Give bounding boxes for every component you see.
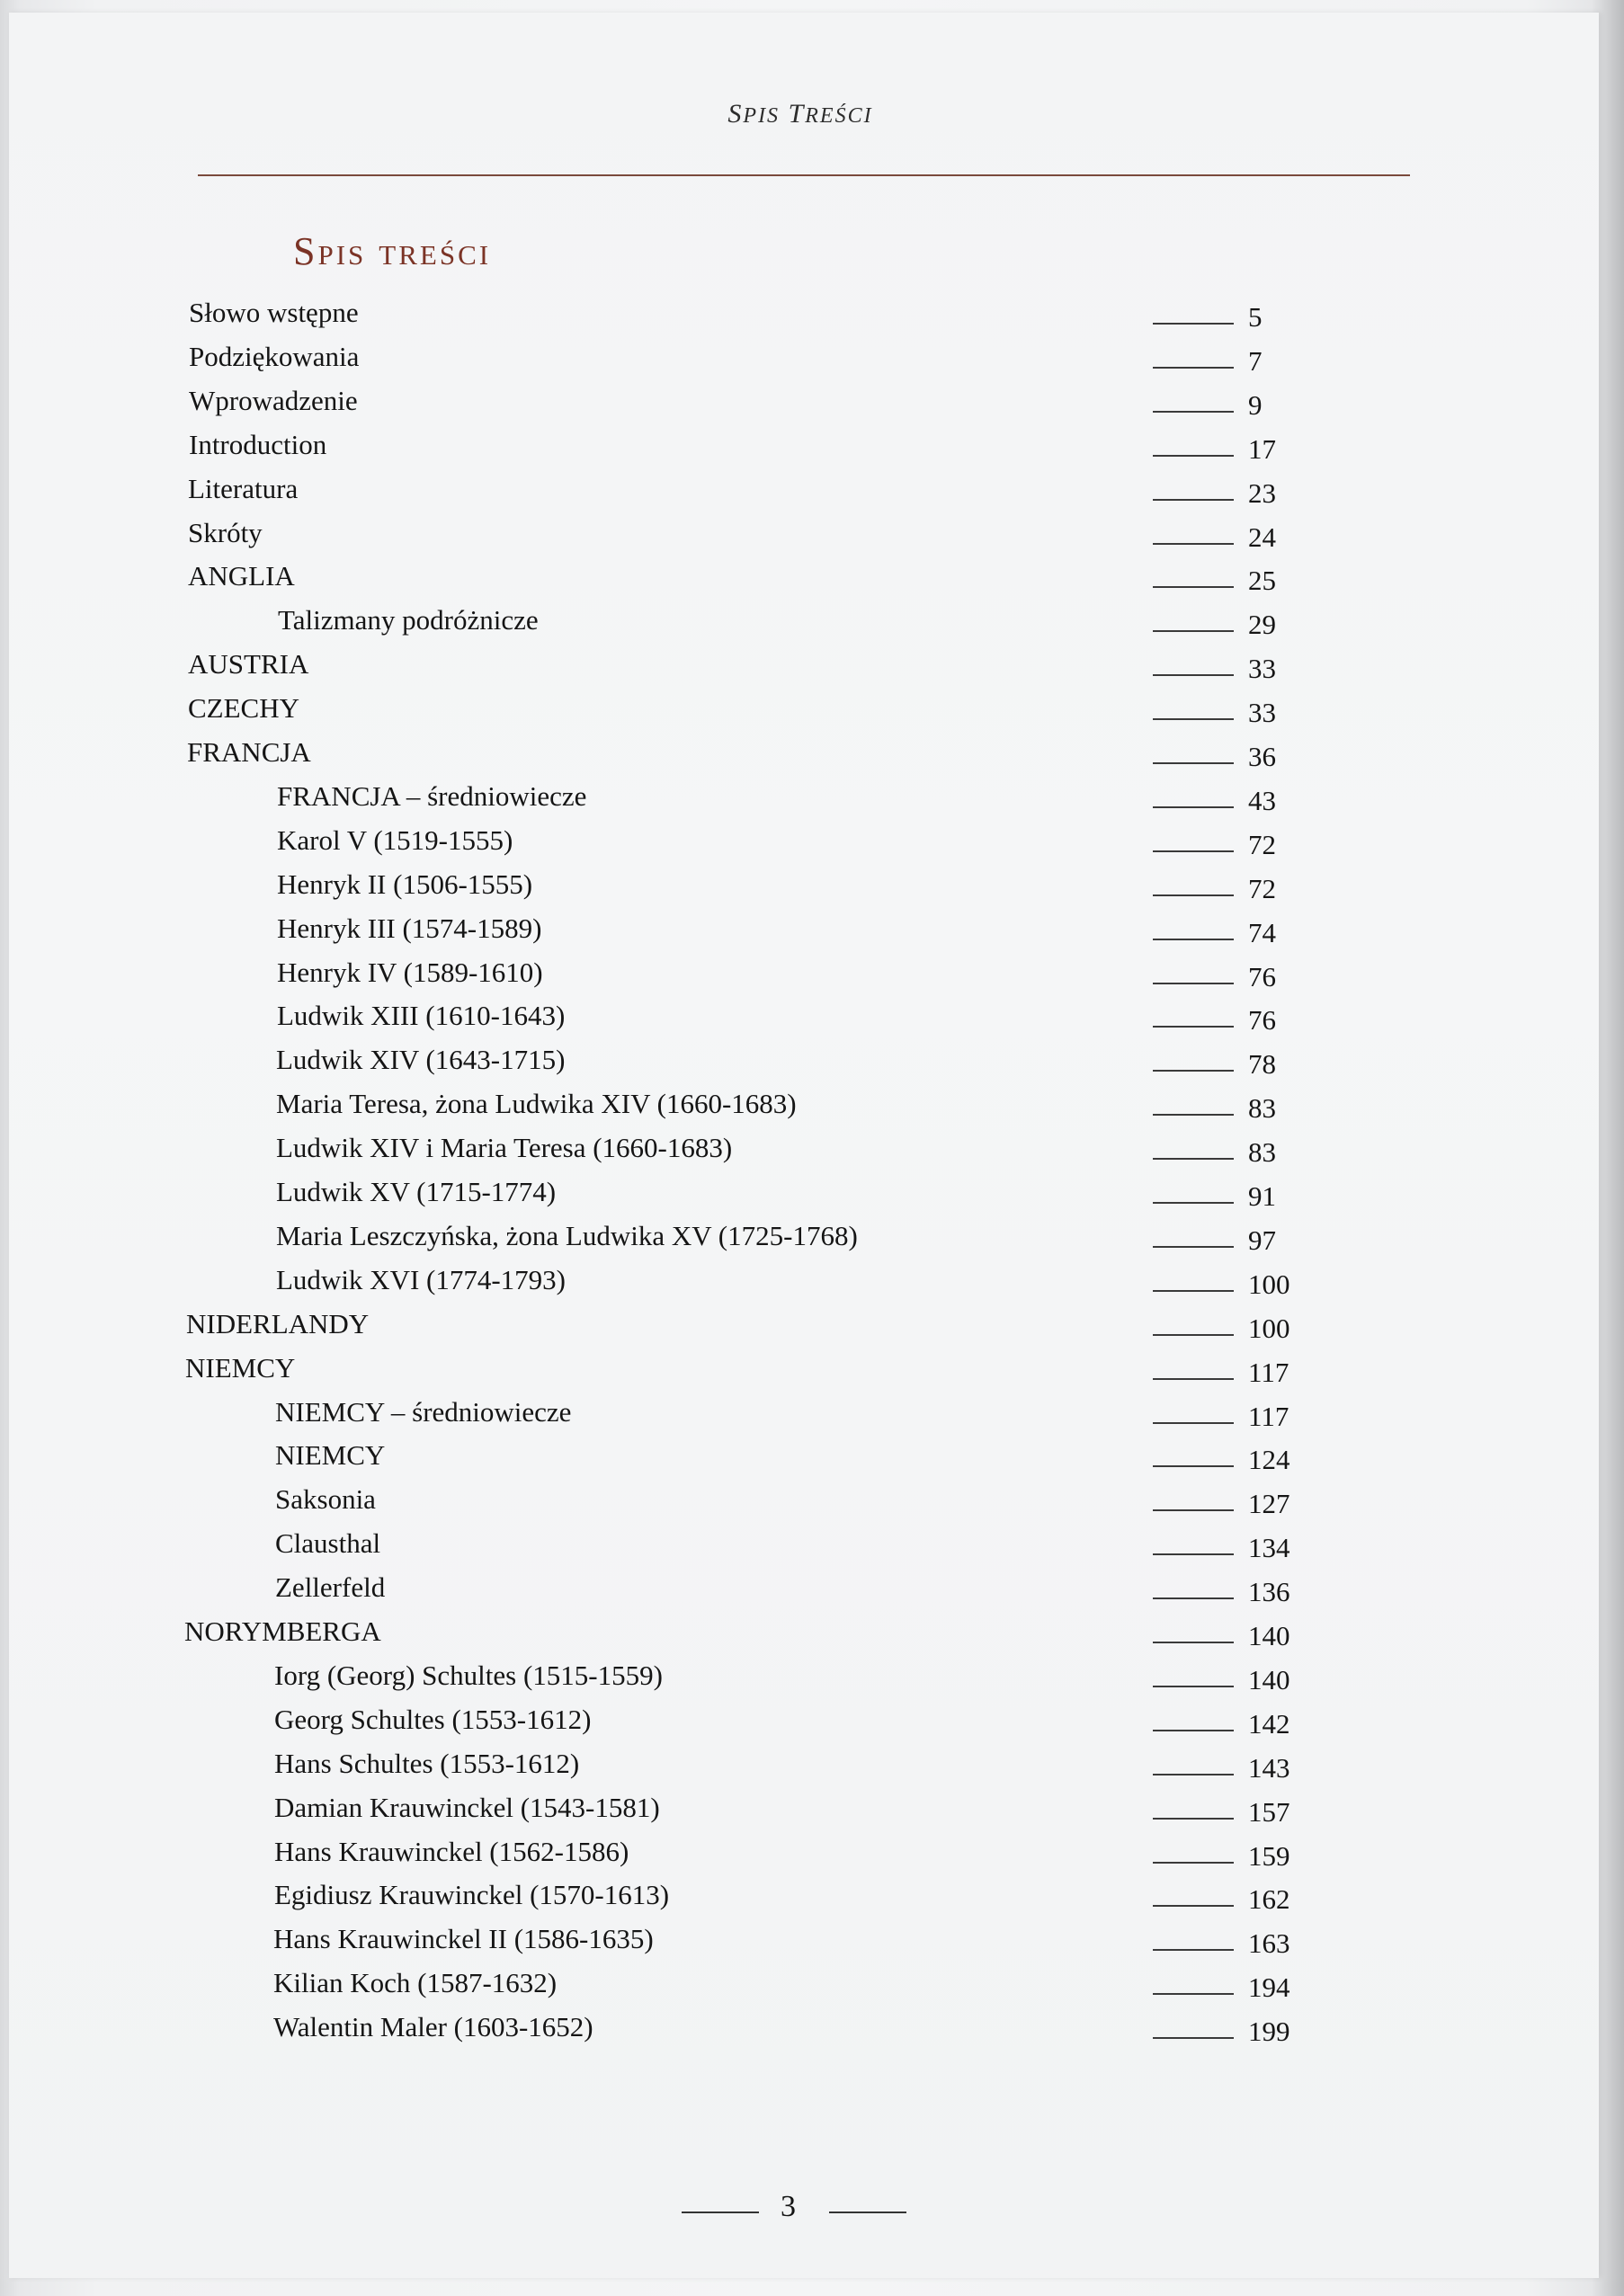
toc-leader-dash <box>1153 1246 1234 1248</box>
toc-entry-title: AUSTRIA <box>188 648 309 681</box>
toc-entry-title: Henryk III (1574-1589) <box>277 912 542 944</box>
toc-entry-page-number: 163 <box>1248 1927 1290 1960</box>
toc-entry-title: NIEMCY – średniowiecze <box>275 1395 572 1428</box>
toc-entry-page-number: 76 <box>1248 1004 1276 1037</box>
toc-leader-dash <box>1153 1597 1234 1599</box>
folio-left-dash <box>682 2211 759 2213</box>
toc-entry-page-number: 140 <box>1248 1620 1290 1651</box>
toc-entry-page-number: 23 <box>1248 476 1276 509</box>
toc-entry-page-number: 100 <box>1248 1312 1290 1344</box>
toc-leader-dash <box>1153 1290 1234 1292</box>
toc-leader-dash <box>1153 1114 1234 1116</box>
toc-entry-title: Egidiusz Krauwinckel (1570-1613) <box>274 1879 670 1911</box>
toc-entry-title: NIDERLANDY <box>186 1307 370 1339</box>
toc-entry-title: Literatura <box>188 472 299 504</box>
toc-entry-page-number: 25 <box>1248 565 1276 597</box>
toc-entry-page-number: 5 <box>1248 301 1263 333</box>
running-head <box>9 99 1592 129</box>
toc-leader-dash <box>1153 2037 1234 2039</box>
toc-leader-dash <box>1153 850 1234 852</box>
toc-entry-title: Hans Krauwinckel (1562-1586) <box>274 1835 629 1867</box>
running-head-rest-1: PIS <box>743 104 781 128</box>
toc-entry <box>9 1919 1592 1959</box>
toc-entry-page-number: 33 <box>1248 653 1276 685</box>
toc-leader-dash <box>1153 1730 1234 1731</box>
toc-entry-title: NORYMBERGA <box>184 1615 381 1647</box>
toc-leader-dash <box>1153 367 1234 369</box>
toc-entry-title: Hans Schultes (1553-1612) <box>274 1747 580 1779</box>
toc-entry <box>9 1128 1592 1168</box>
toc-entry <box>9 1084 1592 1124</box>
toc-leader-dash <box>1153 1774 1234 1775</box>
toc-entry-page-number: 134 <box>1248 1532 1290 1564</box>
toc-leader-dash <box>1153 1905 1234 1907</box>
toc-entry-page-number: 157 <box>1248 1795 1290 1828</box>
toc-entry <box>9 689 1592 728</box>
toc-leader-dash <box>1153 1993 1234 1995</box>
toc-leader-dash <box>1153 1334 1234 1336</box>
toc-leader-dash <box>1153 543 1234 545</box>
toc-entry-title: Maria Leszczyńska, żona Ludwika XV (1725-1768) <box>276 1219 858 1251</box>
toc-leader-dash <box>1153 1202 1234 1204</box>
toc-leader-dash <box>1153 499 1234 501</box>
toc-entry-title: FRANCJA – średniowiecze <box>277 779 587 812</box>
toc-entry-page-number: 136 <box>1248 1576 1290 1608</box>
toc-entry-title: Talizmany podróżnicze <box>278 604 539 636</box>
running-head-initial-1: S <box>727 99 744 129</box>
toc-entry-page-number: 7 <box>1248 344 1263 377</box>
toc-entry <box>9 1612 1592 1651</box>
toc-entry <box>9 821 1592 860</box>
header-rule <box>198 174 1410 176</box>
toc-entry <box>9 1700 1592 1740</box>
toc-entry-title: FRANCJA <box>187 736 311 768</box>
toc-entry-title: Saksonia <box>275 1483 376 1516</box>
toc-entry-page-number: 83 <box>1248 1092 1276 1125</box>
toc-entry <box>9 337 1592 377</box>
toc-entry <box>9 1656 1592 1695</box>
toc-entry-page-number: 17 <box>1248 432 1276 465</box>
toc-leader-dash <box>1153 323 1234 325</box>
toc-entry-title: Walentin Maler (1603-1652) <box>273 2011 593 2043</box>
toc-entry-title: Skróty <box>188 516 263 548</box>
toc-entry <box>9 1875 1592 1915</box>
toc-entry-title: CZECHY <box>188 692 299 725</box>
toc-entry-page-number: 76 <box>1248 960 1276 992</box>
page-number: 3 <box>781 2190 796 2223</box>
toc-entry <box>9 1480 1592 1519</box>
toc-entry-page-number: 29 <box>1248 609 1276 641</box>
toc-entry-title: NIEMCY <box>275 1439 386 1472</box>
toc-entry <box>9 293 1592 333</box>
toc-entry-title: Georg Schultes (1553-1612) <box>274 1703 592 1735</box>
toc-entry-title: Maria Teresa, żona Ludwika XIV (1660-1683) <box>276 1088 797 1120</box>
toc-leader-dash <box>1153 1465 1234 1467</box>
toc-entry <box>9 1172 1592 1212</box>
toc-leader-dash <box>1153 894 1234 896</box>
page-folio <box>9 2190 1592 2229</box>
toc-leader-dash <box>1153 1070 1234 1072</box>
toc-entry-page-number: 142 <box>1248 1707 1290 1740</box>
toc-leader-dash <box>1153 455 1234 457</box>
toc-leader-dash <box>1153 718 1234 720</box>
running-head-initial-2: T <box>788 99 806 129</box>
toc-entry <box>9 601 1592 640</box>
toc-entry <box>9 1524 1592 1563</box>
toc-entry-page-number: 100 <box>1248 1268 1290 1300</box>
toc-leader-dash <box>1153 630 1234 632</box>
toc-entry-title: Karol V (1519-1555) <box>277 823 513 856</box>
toc-entry <box>9 1568 1592 1607</box>
toc-entry <box>9 996 1592 1036</box>
book-page <box>9 13 1599 2278</box>
toc-entry-page-number: 97 <box>1248 1224 1276 1256</box>
toc-entry-page-number: 117 <box>1248 1400 1289 1432</box>
toc-entry <box>9 909 1592 948</box>
toc-leader-dash <box>1153 1862 1234 1864</box>
toc-entry-title: Podziękowania <box>189 340 360 372</box>
toc-entry-page-number: 127 <box>1248 1488 1290 1520</box>
toc-entry-title: Introduction <box>189 428 327 460</box>
toc-entry <box>9 953 1592 992</box>
toc-entry-title: Kilian Koch (1587-1632) <box>273 1967 558 1999</box>
toc-entry-title: Ludwik XIII (1610-1643) <box>277 1000 566 1032</box>
toc-entry <box>9 645 1592 684</box>
toc-entry-page-number: 72 <box>1248 872 1276 904</box>
toc-entry-page-number: 83 <box>1248 1136 1276 1169</box>
toc-entry <box>9 513 1592 553</box>
toc-entry-title: Clausthal <box>275 1527 381 1560</box>
toc-entry-title: Ludwik XVI (1774-1793) <box>276 1263 567 1295</box>
toc-leader-dash <box>1153 806 1234 808</box>
toc-leader-dash <box>1153 586 1234 588</box>
toc-entry <box>9 556 1592 596</box>
toc-entry-title: Damian Krauwinckel (1543-1581) <box>274 1791 660 1823</box>
toc-entry <box>9 1832 1592 1872</box>
toc-entry-page-number: 43 <box>1248 784 1276 816</box>
toc-entry <box>9 381 1592 421</box>
toc-entry <box>9 865 1592 904</box>
toc-leader-dash <box>1153 1818 1234 1820</box>
toc-entry-title: Słowo wstępne <box>189 297 359 328</box>
toc-entry-title: Ludwik XIV i Maria Teresa (1660-1683) <box>276 1132 733 1164</box>
toc-entry-page-number: 162 <box>1248 1883 1290 1916</box>
folio-right-dash <box>829 2211 906 2213</box>
toc-leader-dash <box>1153 411 1234 413</box>
toc-entry <box>9 425 1592 465</box>
toc-entry-page-number: 140 <box>1248 1663 1290 1695</box>
toc-entry-title: ANGLIA <box>188 560 295 592</box>
toc-entry <box>9 1260 1592 1300</box>
toc-entry-page-number: 159 <box>1248 1839 1290 1872</box>
toc-entry-title: Zellerfeld <box>275 1571 386 1604</box>
toc-entry-title: NIEMCY <box>185 1351 296 1384</box>
toc-entry-page-number: 33 <box>1248 697 1276 729</box>
toc-entry-title: Hans Krauwinckel II (1586-1635) <box>273 1923 654 1955</box>
toc-entry-title: Henryk IV (1589-1610) <box>277 956 543 988</box>
toc-entry <box>9 1348 1592 1388</box>
toc-entry-page-number: 117 <box>1248 1356 1289 1388</box>
toc-entry <box>9 1436 1592 1475</box>
toc-entry-title: Ludwik XIV (1643-1715) <box>276 1044 566 1076</box>
toc-leader-dash <box>1153 1378 1234 1380</box>
toc-entry-page-number: 91 <box>1248 1180 1276 1212</box>
toc-entry-page-number: 36 <box>1248 741 1276 772</box>
toc-entry-title: Wprowadzenie <box>189 384 358 416</box>
toc-entry <box>9 1744 1592 1784</box>
toc-leader-dash <box>1153 1026 1234 1028</box>
toc-leader-dash <box>1153 1509 1234 1511</box>
toc-leader-dash <box>1153 983 1234 984</box>
toc-entry <box>9 733 1592 772</box>
toc-entry-title: Henryk II (1506-1555) <box>277 868 533 900</box>
toc-leader-dash <box>1153 939 1234 940</box>
toc-entry-page-number: 194 <box>1248 1971 1290 2004</box>
toc-entry <box>9 1040 1592 1080</box>
toc-entry-page-number: 24 <box>1248 521 1276 553</box>
toc-entry <box>9 1304 1592 1344</box>
toc-entry <box>9 1393 1592 1432</box>
toc-entry-page-number: 124 <box>1248 1444 1290 1476</box>
toc-leader-dash <box>1153 1553 1234 1555</box>
toc-entry-page-number: 199 <box>1248 2016 1290 2048</box>
toc-leader-dash <box>1153 762 1234 764</box>
toc-entry-title: Iorg (Georg) Schultes (1515-1559) <box>274 1659 663 1691</box>
toc-entry-page-number: 143 <box>1248 1751 1290 1784</box>
toc-entry <box>9 1216 1592 1256</box>
page-title: Spis treści <box>293 229 492 273</box>
toc-entry-page-number: 72 <box>1248 828 1276 860</box>
toc-leader-dash <box>1153 1158 1234 1160</box>
toc-entry-page-number: 74 <box>1248 916 1276 948</box>
toc-entry-page-number: 78 <box>1248 1048 1276 1081</box>
toc-entry-page-number: 9 <box>1248 388 1263 421</box>
toc-entry <box>9 777 1592 816</box>
toc-leader-dash <box>1153 1686 1234 1687</box>
running-head-rest-2: REŚCI <box>805 104 873 128</box>
toc-entry <box>9 2007 1592 2047</box>
toc-entry <box>9 1788 1592 1828</box>
toc-leader-dash <box>1153 1422 1234 1424</box>
toc-entry <box>9 1963 1592 2003</box>
toc-leader-dash <box>1153 674 1234 676</box>
toc-leader-dash <box>1153 1642 1234 1643</box>
toc-entry-title: Ludwik XV (1715-1774) <box>276 1176 557 1207</box>
toc-entry <box>9 469 1592 509</box>
toc-leader-dash <box>1153 1949 1234 1951</box>
